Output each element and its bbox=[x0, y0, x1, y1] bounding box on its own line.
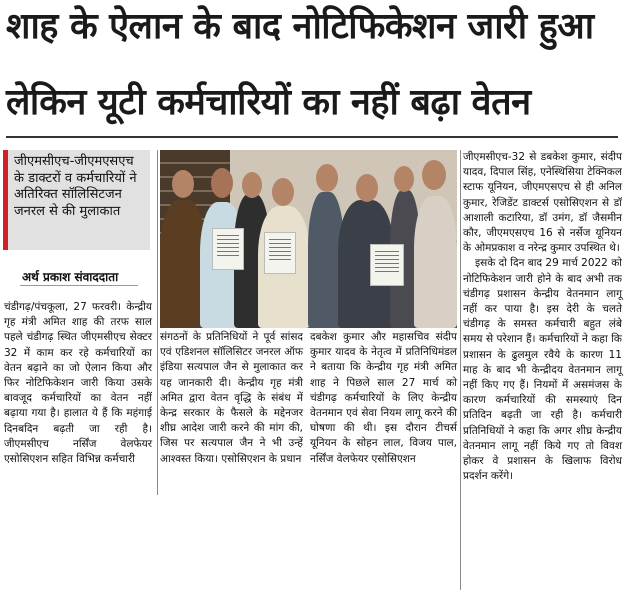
person-head-icon bbox=[356, 174, 378, 202]
column-divider-1 bbox=[157, 150, 158, 495]
person-head-icon bbox=[422, 160, 446, 190]
person-head-icon bbox=[242, 172, 262, 198]
person-head-icon bbox=[172, 170, 194, 198]
article-paragraph: चंडीगढ़/पंचकूला, 27 फरवरी। केन्द्रीय गृह मंत्री अमित शाह की तरफ साल पहले चंडीगढ़ स्थित जीएमसीएच सेक्टर 32 में काम कर रहे कर्मचारियों का वेतन बढ़ाने का जो ऐलान किया और फिर नोटिफिकेशन जारी किया उसके बावजूद कर्मचारियों का वेतन नहीं बढ़ाया गया है। हालात ये हैं कि महंगाई दिनबदिन बढ़ती जा रही है। जीएमसीएच नर्सिंज वेलफेयर एसोसिएशन सहित विभिन्न कर्मचारी bbox=[4, 301, 152, 466]
headline-divider bbox=[6, 136, 618, 138]
byline-divider bbox=[20, 285, 138, 286]
person-head-icon bbox=[394, 166, 414, 192]
person-head-icon bbox=[316, 164, 338, 192]
document-sheet-icon bbox=[212, 228, 244, 270]
group-photo-icon bbox=[160, 150, 457, 328]
kicker-box: जीएमसीएच-जीएमएसएच के डाक्टरों व कर्मचारियों ने अतिरिक्त सॉलिसिटजन जनरल से की मुलाकात bbox=[3, 150, 150, 250]
article-paragraph: इसके दो दिन बाद 29 मार्च 2022 को नोटिफिकेशन जारी होने के बाद अभी तक चंडीगढ़ प्रशासन केन्द्रीय वेतनमान लागू नहीं कर पाया है। इस देरी के चलते चंडीगढ़ के समस्त कर्मचारी बहुत लंबे समय से परेशान हैं। कर्मचारियों ने कहा कि प्रशासन के ढुलमुल रवैये के कारण 11 माह के बाद भी केन्द्रीदय वेतनमान लागू नहीं किए गए हैं। नियमों में असमंजस के कारण कर्मचारियों की समस्याएं दिन प्रतिदिन बढ़ती जा रही है। कर्मचारी प्रतिनिधियों ने कहा कि अगर शीघ्र केन्द्रीय वेतनमान लागू नहीं किये गए तो विवश होकर वे प्रशासन के खिलाफ विरोध प्रदर्शन करेंगे। bbox=[463, 257, 622, 483]
article-column-4 bbox=[463, 150, 622, 484]
article-paragraph: संगठनों के प्रतिनिधियों ने पूर्व सांसद एवं एडिशनल सॉलिसिटर जनरल ऑफ इंडिया सत्यपाल जैन से मुलाकात कर यह जानकारी दी। केन्द्रीय गृह मंत्री अमित द्वारा वेतन वृद्धि के संबंध में केन्द्र सरकार के फैसले के मद्देनजर शीघ्र आदेश जारी करने की मांग की, जिस पर सत्यपाल जैन ने भी उन्हें आश्वस्त किया। एसोसिएशन के प्रधान bbox=[160, 331, 303, 465]
document-sheet-icon bbox=[370, 244, 404, 286]
article-column-3 bbox=[310, 330, 457, 467]
person-head-icon bbox=[211, 168, 233, 198]
article-column-1 bbox=[4, 300, 152, 467]
document-sheet-icon bbox=[264, 232, 296, 274]
article-paragraph: दबकेश कुमार और महासचिव संदीप कुमार यादव के नेतृत्व में प्रतिनिधिमंडल ने बताया कि केन्द्रीय गृह मंत्री अमित शाह ने पिछले साल 27 मार्च को चंडीगढ़ कर्मचारियों के लिए केन्द्रीय वेतनमान एवं सेवा नियम लागू करने की घोषणा की थी। इस दौरान टीचर्स यूनियन के सोहन लाल, विजय पाल, नर्सिंज वेलफेयर एसोसिएशन bbox=[310, 331, 457, 465]
person-head-icon bbox=[272, 178, 294, 206]
byline: अर्थ प्रकाश संवाददाता bbox=[22, 270, 119, 284]
headline-line-2: लेकिन यूटी कर्मचारियों का नहीं बढ़ा वेतन bbox=[6, 82, 531, 123]
article-column-2 bbox=[160, 330, 303, 467]
column-divider-2 bbox=[460, 150, 461, 590]
headline-line-1: शाह के ऐलान के बाद नोटिफिकेशन जारी हुआ bbox=[6, 6, 594, 47]
article-paragraph: जीएमसीएच-32 से डबकेश कुमार, संदीप यादव, दिपाल सिंह, एनेस्थिसिया टेक्निकल स्टाफ यूनियन, जीएमएसएच से ही अनिल कुमार, रेजिडेंट डाक्टर्स एसोसिएशन से डॉ आशाली कटारिया, डॉ उमंग, डॉ जैसमीन कौर, जीएमएसएच 16 से नर्सेज यूनियन के ओमप्रकाश व नरेन्द्र कुमार उपस्थित थे। bbox=[463, 151, 622, 255]
person-icon bbox=[414, 196, 457, 328]
